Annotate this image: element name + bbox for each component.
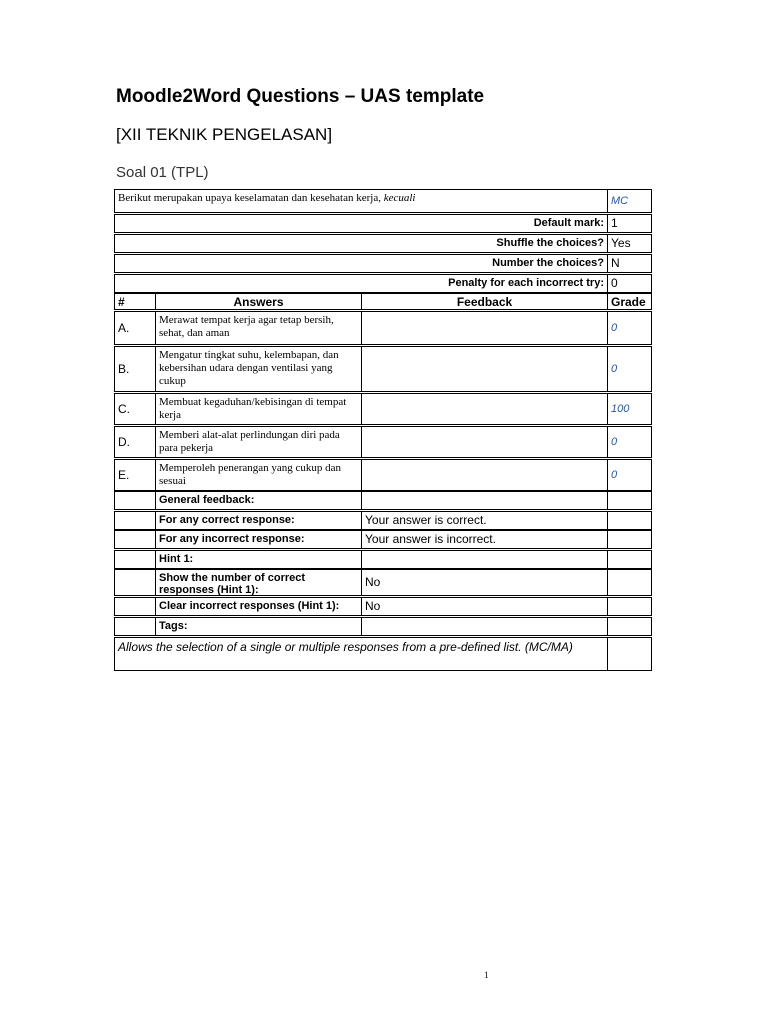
tags-value bbox=[361, 617, 608, 636]
answer-text: Memberi alat-alat perlindungan diri pada para pekerja bbox=[155, 426, 362, 458]
empty-cell bbox=[114, 550, 156, 569]
empty-cell bbox=[607, 550, 652, 569]
empty-cell bbox=[114, 617, 156, 636]
feedback-label: For any correct response: bbox=[155, 511, 362, 530]
header-num: # bbox=[114, 293, 156, 310]
hint-row bbox=[114, 550, 652, 569]
empty-cell bbox=[607, 637, 652, 671]
empty-cell bbox=[114, 530, 156, 549]
answer-letter: C. bbox=[114, 393, 156, 425]
feedback-row-general bbox=[114, 491, 652, 510]
answer-grade: 0 bbox=[607, 311, 652, 345]
empty-cell bbox=[607, 511, 652, 530]
answer-grade: 0 bbox=[607, 426, 652, 458]
empty-cell bbox=[607, 597, 652, 616]
doc-category: [XII TEKNIK PENGELASAN] bbox=[116, 125, 333, 144]
meta-value: N bbox=[607, 254, 652, 273]
empty-cell bbox=[607, 530, 652, 549]
answer-row bbox=[114, 346, 652, 392]
answer-feedback bbox=[361, 393, 608, 425]
feedback-value: Your answer is incorrect. bbox=[361, 530, 608, 549]
hint-label: Show the number of correct responses (Hint 1): bbox=[155, 569, 362, 596]
meta-row-shuffle bbox=[114, 234, 652, 253]
answer-text: Membuat kegaduhan/kebisingan di tempat kerja bbox=[155, 393, 362, 425]
feedback-label: For any incorrect response: bbox=[155, 530, 362, 549]
meta-value: 1 bbox=[607, 214, 652, 233]
header-feedback: Feedback bbox=[361, 293, 608, 310]
hint-clear-row bbox=[114, 597, 652, 616]
meta-label: Penalty for each incorrect try: bbox=[114, 274, 608, 293]
answer-letter: A. bbox=[114, 311, 156, 345]
feedback-row-correct bbox=[114, 511, 652, 530]
tags-row bbox=[114, 617, 652, 636]
answer-row bbox=[114, 393, 652, 425]
question-heading: Soal 01 (TPL) bbox=[116, 164, 209, 181]
question-type: MC bbox=[607, 189, 652, 213]
meta-row-number bbox=[114, 254, 652, 273]
answer-feedback bbox=[361, 311, 608, 345]
tags-label: Tags: bbox=[155, 617, 362, 636]
hint-show-number-row bbox=[114, 569, 652, 596]
answer-grade: 0 bbox=[607, 459, 652, 491]
hint-label: Hint 1: bbox=[155, 550, 362, 569]
meta-label: Shuffle the choices? bbox=[114, 234, 608, 253]
feedback-row-incorrect bbox=[114, 530, 652, 549]
feedback-value bbox=[361, 491, 608, 510]
answer-text: Merawat tempat kerja agar tetap bersih, sehat, dan aman bbox=[155, 311, 362, 345]
meta-row-default-mark bbox=[114, 214, 652, 233]
answer-row bbox=[114, 459, 652, 491]
hint-value bbox=[361, 550, 608, 569]
header-answers: Answers bbox=[155, 293, 362, 310]
answer-letter: B. bbox=[114, 346, 156, 392]
answer-grade: 0 bbox=[607, 346, 652, 392]
meta-value: Yes bbox=[607, 234, 652, 253]
empty-cell bbox=[114, 491, 156, 510]
empty-cell bbox=[607, 491, 652, 510]
empty-cell bbox=[114, 597, 156, 616]
answer-grade: 100 bbox=[607, 393, 652, 425]
answer-feedback bbox=[361, 459, 608, 491]
answer-feedback bbox=[361, 346, 608, 392]
empty-cell bbox=[607, 569, 652, 596]
answer-row bbox=[114, 426, 652, 458]
question-text-emphasis: kecuali bbox=[383, 192, 416, 204]
meta-label: Number the choices? bbox=[114, 254, 608, 273]
doc-title: Moodle2Word Questions – UAS template bbox=[116, 86, 485, 107]
answer-text: Mengatur tingkat suhu, kelembapan, dan kebersihan udara dengan ventilasi yang cukup bbox=[155, 346, 362, 392]
hint-label: Clear incorrect responses (Hint 1): bbox=[155, 597, 362, 616]
answers-header-row bbox=[114, 293, 652, 310]
answer-row bbox=[114, 311, 652, 345]
hint-value: No bbox=[361, 569, 608, 596]
feedback-value: Your answer is correct. bbox=[361, 511, 608, 530]
question-text bbox=[114, 189, 608, 213]
answer-text: Memperoleh penerangan yang cukup dan sesuai bbox=[155, 459, 362, 491]
empty-cell bbox=[607, 617, 652, 636]
answer-letter: E. bbox=[114, 459, 156, 491]
feedback-label: General feedback: bbox=[155, 491, 362, 510]
question-table bbox=[114, 189, 652, 671]
meta-row-penalty bbox=[114, 274, 652, 293]
meta-value: 0 bbox=[607, 274, 652, 293]
page-number: 1 bbox=[484, 970, 489, 980]
question-text-main: Berikut merupakan upaya keselamatan dan kesehatan kerja, bbox=[118, 192, 381, 204]
empty-cell bbox=[114, 569, 156, 596]
question-text-row bbox=[114, 189, 652, 213]
answer-letter: D. bbox=[114, 426, 156, 458]
empty-cell bbox=[114, 511, 156, 530]
hint-value: No bbox=[361, 597, 608, 616]
question-type-note: Allows the selection of a single or multiple responses from a pre-defined list. (MC/MA) bbox=[114, 637, 608, 671]
meta-label: Default mark: bbox=[114, 214, 608, 233]
header-grade: Grade bbox=[607, 293, 652, 310]
footer-note-row bbox=[114, 637, 652, 671]
answer-feedback bbox=[361, 426, 608, 458]
